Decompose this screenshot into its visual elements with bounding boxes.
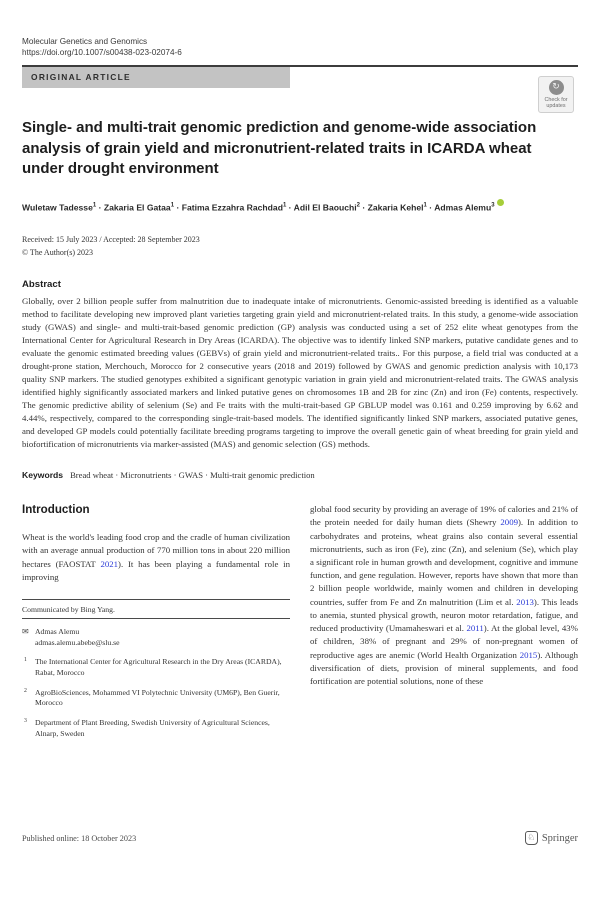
check-updates-text: Check for updates [544,96,568,109]
citation-link[interactable]: 2021 [100,558,119,569]
keywords-label: Keywords [22,470,64,481]
springer-logo [525,831,578,845]
affiliation-3-text: Department of Plant Breeding, Swedish University of Agricultural Sciences, Alnarp, Sweden [35,717,270,738]
text-segment: Adil El Baouchi [293,202,357,213]
introduction-heading: Introduction [22,503,90,517]
left-column [22,503,290,740]
article-type-label: ORIGINAL ARTICLE [31,72,131,83]
citation-link[interactable]: 2011 [466,623,484,634]
text-segment: global food security by providing an average of 19% of calories and 21% of the protein needed for daily human diets (Shewry [310,504,578,528]
text-segment: ). It has been playing a fundamental role in improving [22,558,290,582]
received-accepted-line: Received: 15 July 2023 / Accepted: 28 September 2023 [22,235,200,245]
text-segment: ). This leads to anemia, stunted physical growth, neuron motor retardation, fatigue, and reduced productivity (Umamaheswari et al. [310,596,579,634]
text-segment: Admas Alemu [434,202,492,213]
authors-line [22,199,562,215]
orcid-icon [497,199,505,207]
right-column [310,503,578,740]
affiliation-3-number: 3 [24,717,27,724]
text-segment: ). At the global level, 43% of children, 38% of pregnant and 29% of non-pregnant women of reproductive ages are anemic (World Health Organization [310,623,578,660]
copyright-line: © The Author(s) 2023 [22,247,94,257]
affiliation-1 [22,657,290,679]
affiliation-1-number: 1 [24,657,27,664]
update-arrow-icon: ↻ [549,80,564,95]
page-footer [22,831,578,845]
corresponding-author-name: Admas Alemu [35,627,80,637]
text-segment: · [174,202,182,213]
keywords-values: Bread wheat · Micronutrients · GWAS · Multi-trait genomic prediction [70,470,315,481]
text-segment: 1 [92,202,97,209]
article-type-banner [22,67,290,88]
journal-name: Molecular Genetics and Genomics [22,37,148,46]
text-segment: 1 [423,202,427,209]
text-segment: · [286,202,294,213]
text-segment: · [360,202,368,213]
footnote-block [22,599,290,740]
text-segment: · [426,202,435,213]
citation-link[interactable]: 2013 [516,596,534,607]
text-segment: · [96,202,104,213]
text-segment: Wuletaw Tadesse [22,202,93,213]
communicated-by-note: Communicated by Bing Yang. [22,604,115,614]
text-segment: ). Although diversification of diets, provision of mineral supplements, and food fortification are potential solutions, none of these [310,649,579,686]
springer-wordmark: Springer [541,832,578,844]
text-segment: ). In addition to carbohydrates and proteins, wheat grains also contain several essential micronutrients, such as iron (Fe), zinc (Zn), and selenium (Se), which play a significant role in human growth and development, cognitive and immune function, and gene regulation. However, reports have shown that more than 2 billion people worldwide, mainly women and children in developing countries, suffer from Fe and Zn malnutrition (Lim et al. [310,517,578,607]
abstract-heading: Abstract [22,279,61,291]
text-segment: 2 [356,202,360,209]
check-for-updates-badge[interactable] [538,76,574,113]
affiliation-2-number: 2 [24,687,27,694]
corresponding-author-row [22,627,290,638]
text-segment: Fatima Ezzahra Rachdad [181,202,283,213]
page-title: Single- and multi-trait genomic prediction and genome-wide association analysis of grain yield and micronutrient-related traits in ICARDA wheat under drought environment [22,118,537,178]
citation-link[interactable]: 2015 [519,649,538,660]
affiliation-3 [22,718,290,740]
text-segment: 3 [491,202,495,209]
affiliation-1-text: The International Center for Agricultural Research in the Dry Areas (ICARDA), Rabat, Morocco [35,657,282,678]
affiliation-2-text: AgroBioSciences, Mohammed VI Polytechnic University (UM6P), Ben Guerir, Morocco [35,687,280,708]
introduction-paragraph-right [310,503,578,688]
text-segment: Zakaria El Gataa [103,202,171,213]
text-segment: Wheat is the world's leading food crop and the cradle of human civilization with an average annual production of 770 million tons in about 220 million hectares (FAOSTAT [22,532,290,569]
envelope-icon: ✉ [22,627,29,637]
citation-link[interactable]: 2009 [500,517,518,528]
affiliation-2 [22,688,290,710]
doi-link[interactable]: https://doi.org/10.1007/s00438-023-02074-6 [22,47,182,57]
abstract-text: Globally, over 2 billion people suffer from malnutrition due to inadequate intake of micronutrients. Genomic-assisted breeding is identified as a valuable method to facilitate developing new improved plant varieties targeting grain yield and micronutrient-related traits. In this study, a genome-wide association study (GWAS) and single- and multi-trait-based genomic prediction (GP) analysis was conducted using a set of 252 elite wheat genotypes from the International Center for Agricultural Research in Dry Areas (ICARDA). The objective was to identify linked SNP markers, putative candidate genes and to evaluate the genomic estimated breeding values (GEBVs) of grain yield and micronutrient-related traits.. For this purpose, a field trial was conducted at a drought-prone station, Merchouch, Morocco for 2 consecutive years (2018 and 2019) followed by GWAS and genomic prediction analysis with 10,173 quality SNP markers. The studied genotypes exhibited a significant genotypic variation in grain yield and micronutrient-related traits. The GWAS analysis identified highly significantly associated markers and linked putative genes on chromosomes 1B and 2B for zinc (Zn) and iron (Fe) contents, respectively. The genomic predictive ability of selenium (Se) and Fe traits with the multi-trait-based GP GBLUP model was 0.161 and 0.259 improving by 6.62 and 4.44%, respectively, compared to the corresponding single-trait-based models. The identified significantly linked SNP markers, associated putative genes, and developed GP models could potentially facilitate breeding programs targeting to improve the overall genetic gain of wheat breeding for grain yield and biofortification of micronutrients via marker-assisted (MAS) and genomic selection (GS) methods. [22,296,578,450]
two-column-body [22,503,578,740]
text-segment: 1 [282,202,287,209]
footnote-rule-bottom [22,618,290,619]
text-segment: 1 [170,202,175,209]
text-segment: Zakaria Kehel [367,202,424,213]
published-online-note: Published online: 18 October 2023 [22,833,137,843]
corresponding-author-email[interactable]: admas.alemu.abebe@slu.se [35,637,120,647]
keywords-line [22,470,578,480]
springer-horse-icon: ♘ [525,831,538,845]
dates-block [22,234,578,259]
introduction-paragraph-left [22,531,290,584]
